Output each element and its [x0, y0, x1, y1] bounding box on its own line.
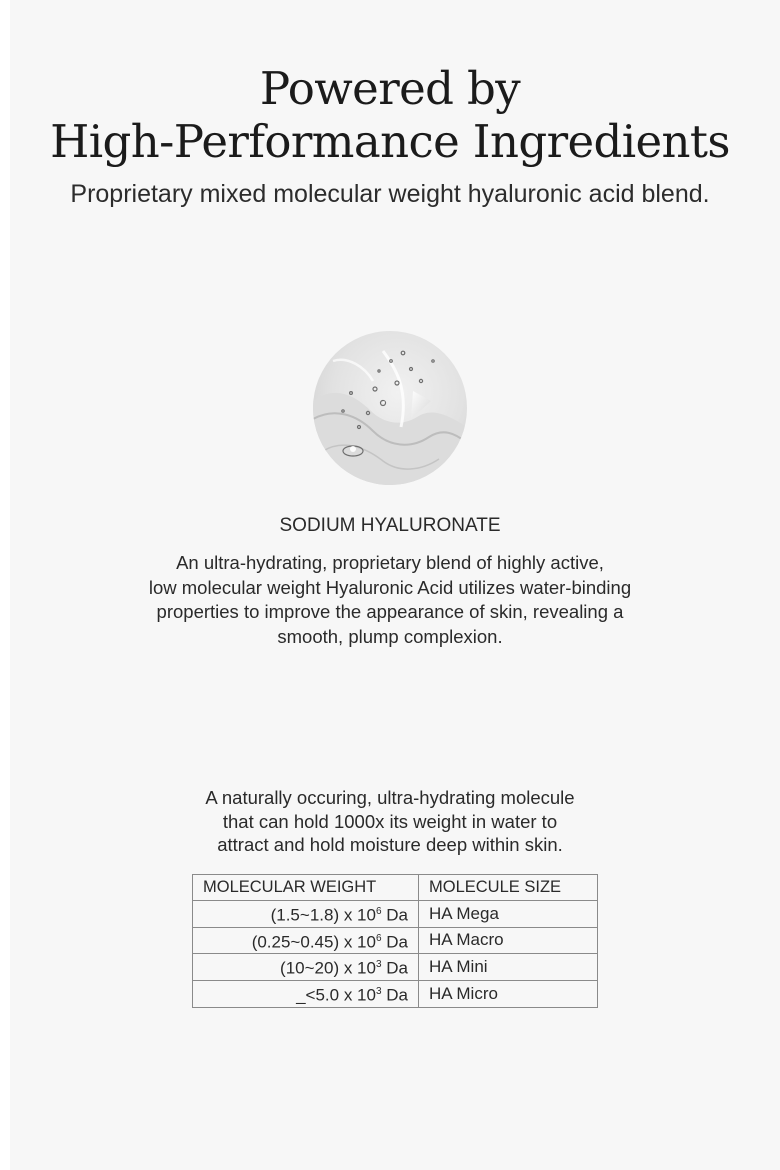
size-cell: HA Mini: [419, 954, 598, 981]
weight-exponent: 3: [375, 959, 382, 971]
size-cell: HA Mega: [419, 901, 598, 928]
header-molecular-weight: MOLECULAR WEIGHT: [193, 875, 419, 901]
molecule-description: [0, 786, 780, 857]
weight-unit: Da: [381, 985, 408, 1005]
table-row: [193, 980, 598, 1007]
gel-texture-icon: [313, 331, 467, 485]
weight-base: _<5.0 x 10: [296, 985, 376, 1005]
weight-exponent: 6: [375, 906, 382, 917]
page-subtitle: Proprietary mixed molecular weight hyaluronic acid blend.: [70, 180, 710, 208]
molecule-description-line: A naturally occuring, ultra-hydrating molecule: [205, 787, 575, 808]
table-header-row: [193, 875, 598, 901]
weight-cell: [193, 901, 419, 928]
ingredient-description-line: smooth, plump complexion.: [277, 625, 503, 647]
header-molecule-size: MOLECULE SIZE: [419, 875, 598, 901]
ingredient-name: SODIUM HYALURONATE: [279, 515, 501, 536]
ingredient-description-line: An ultra-hydrating, proprietary blend of highly active,: [176, 552, 604, 573]
ingredient-description-line: low molecular weight Hyaluronic Acid utilizes water-binding: [148, 576, 632, 598]
title-line-2: High-Performance Ingredients: [50, 115, 730, 168]
weight-unit: Da: [381, 932, 408, 952]
size-cell: HA Macro: [419, 927, 598, 954]
molecule-description-line: attract and hold moisture deep within skin.: [217, 834, 563, 855]
table-row: [193, 927, 598, 954]
page-title: [0, 62, 780, 168]
hyaluronic-gel-image: [313, 331, 467, 485]
weight-cell: [193, 927, 419, 954]
table-row: [193, 954, 598, 981]
weight-exponent: 3: [375, 985, 382, 997]
weight-unit: Da: [381, 905, 408, 925]
title-line-1: Powered by: [259, 62, 521, 115]
weight-base: (1.5~1.8) x 10: [270, 905, 376, 925]
weight-exponent: 6: [375, 932, 382, 944]
molecular-weight-table: [192, 874, 598, 1008]
weight-unit: Da: [381, 958, 408, 978]
ingredient-description: [0, 551, 780, 649]
molecule-description-line: that can hold 1000x its weight in water to: [222, 810, 558, 832]
size-cell: HA Micro: [419, 980, 598, 1007]
weight-cell: [193, 954, 419, 981]
weight-base: (10~20) x 10: [280, 958, 376, 978]
ingredient-description-line: properties to improve the appearance of skin, revealing a: [156, 601, 624, 622]
table-row: [193, 901, 598, 928]
weight-cell: [193, 980, 419, 1007]
weight-base: (0.25~0.45) x 10: [251, 932, 376, 952]
